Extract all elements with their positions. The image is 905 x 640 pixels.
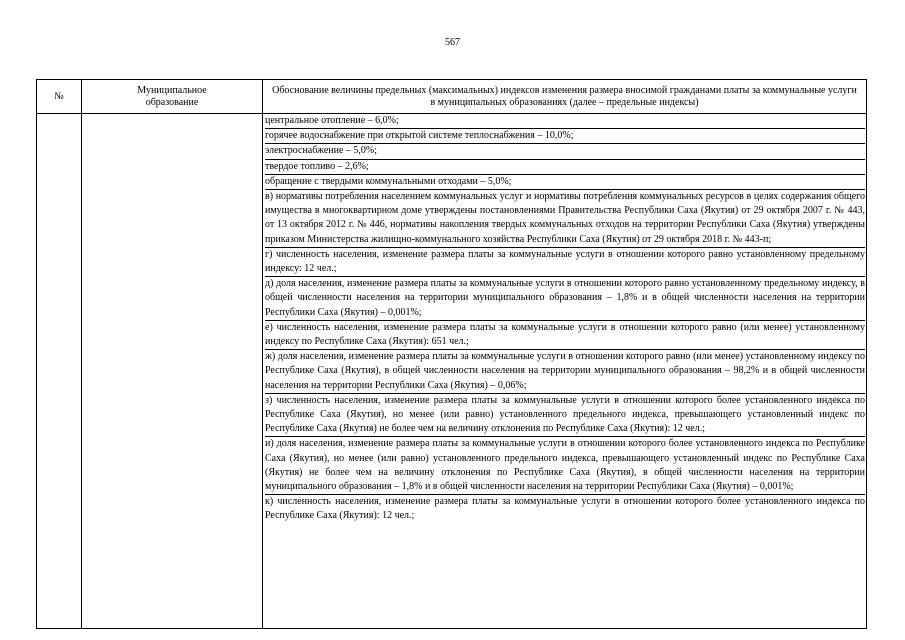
paragraph-zh: ж) доля населения, изменение размера платы за коммунальные услуги в отношении которого равно (или менее) установленному индексу по Республике Саха (Якутия), в общей численности населения на территории муниципального образования – 98,2% и в общей численности населения на территории Республики Саха (Якутия) – 0,06%;	[265, 350, 865, 394]
paragraph-hot-water: горячее водоснабжение при открытой системе теплоснабжения – 10,0%;	[265, 129, 865, 144]
table-row	[37, 114, 867, 629]
paragraph-electricity: электроснабжение – 5,0%;	[265, 144, 865, 159]
paragraph-v: в) нормативы потребления населением коммунальных услуг и нормативы потребления коммунальных ресурсов в целях содержания общего имущества в многоквартирном доме утверждены постановлениями Правительства Республики Саха (Якутия) от 29 октября 2007 г. № 443, от 13 октября 2012 г. № 446, нормативы накопления твердых коммунальных отходов на территории Республики Саха (Якутия) утверждены приказом Министерства жилищно-коммунального хозяйства Республики Саха (Якутия) от 29 октября 2018 г. № 443-п;	[265, 190, 865, 248]
paragraph-heating: центральное отопление – 6,0%;	[265, 114, 865, 129]
cell-basis	[263, 114, 867, 629]
header-number: №	[37, 80, 82, 114]
paragraph-d: д) доля населения, изменение размера платы за коммунальные услуги в отношении которого равно установленному предельному индексу, в общей численности населения на территории муниципального образования – 1,8% и в общей численности населения на территории Республики Саха (Якутия) – 0,001%;	[265, 277, 865, 321]
cell-number	[37, 114, 82, 629]
paragraph-i: и) доля населения, изменение размера платы за коммунальные услуги в отношении которого более установленного индекса по Республике Саха (Якутия), но менее (или равно) установленного предельного индекса, превышающего установленный индекс по Республике Саха (Якутия) не более чем на величину отклонения по Республике Саха (Якутия), в общей численности населения на территории муниципального образования – 1,8% и в общей численности населения на территории Республики Саха (Якутия) – 0,001%;	[265, 437, 865, 495]
table-header-row	[37, 80, 867, 114]
header-basis: Обоснование величины предельных (максимальных) индексов изменения размера вносимой гражданами платы за коммунальные услуги в муниципальных образованиях (далее – предельные индексы)	[263, 80, 867, 114]
page-number: 567	[445, 37, 460, 48]
paragraph-k: к) численность населения, изменение размера платы за коммунальные услуги в отношении которого более установленного индекса по Республике Саха (Якутия): 12 чел.;	[265, 496, 865, 522]
paragraph-g: г) численность населения, изменение размера платы за коммунальные услуги в отношении которого равно установленному предельному индексу: 12 чел.;	[265, 248, 865, 277]
header-municipality: Муниципальное образование	[82, 80, 263, 114]
paragraph-solid-fuel: твердое топливо – 2,6%;	[265, 160, 865, 175]
paragraph-z: з) численность населения, изменение размера платы за коммунальные услуги в отношении которого более установленного индекса по Республике Саха (Якутия), но менее (или равно) установленного предельного индекса, превышающего установленный индекс по Республике Саха (Якутия) не более чем на величину отклонения по Республике Саха (Якутия): 12 чел.;	[265, 394, 865, 438]
paragraph-e: е) численность населения, изменение размера платы за коммунальные услуги в отношении которого равно (или менее) установленному индексу по Республике Саха (Якутия): 651 чел.;	[265, 321, 865, 350]
paragraph-waste: обращение с твердыми коммунальными отходами – 5,0%;	[265, 175, 865, 190]
cell-municipality	[82, 114, 263, 629]
basis-table	[36, 79, 867, 629]
